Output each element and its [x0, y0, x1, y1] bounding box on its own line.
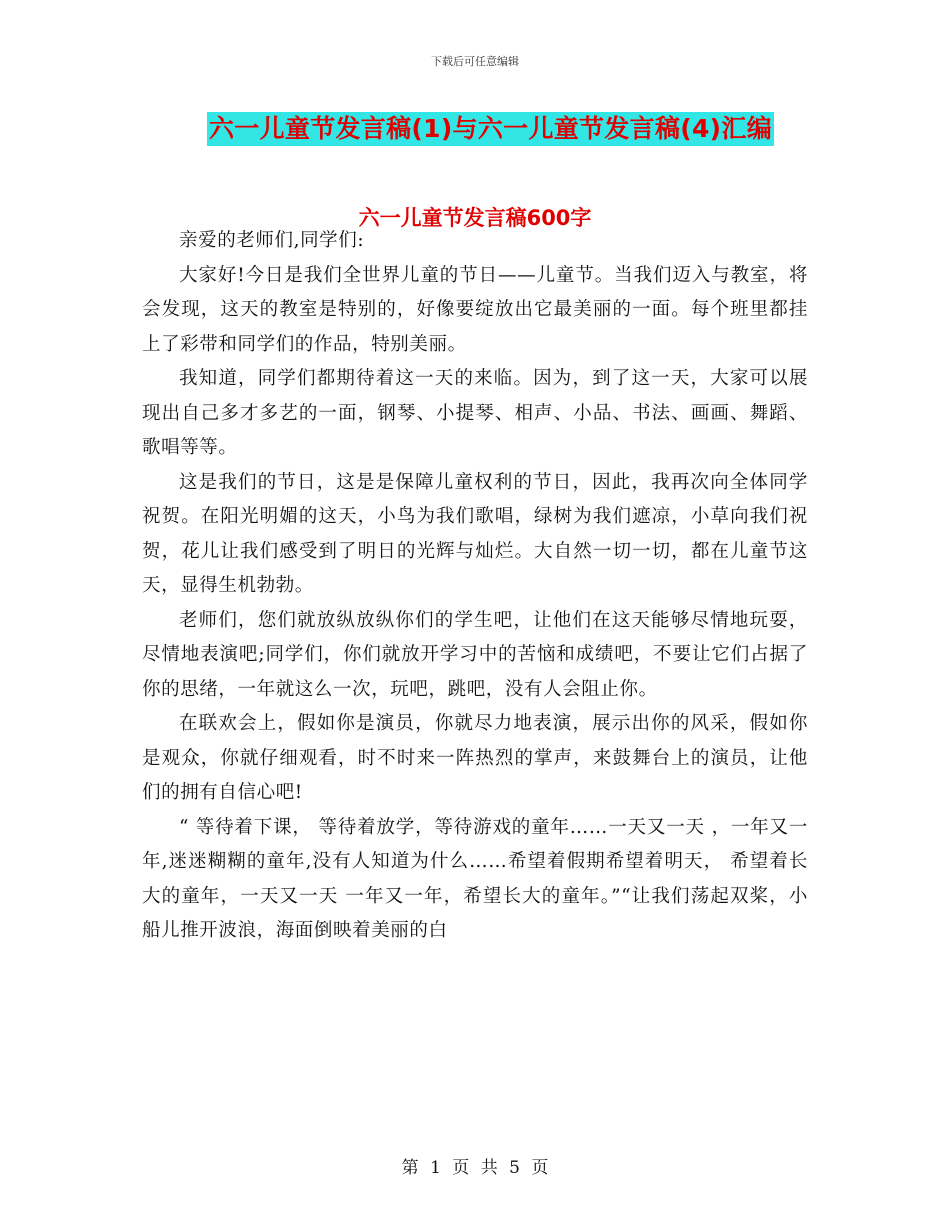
paragraph: 在联欢会上，假如你是演员，你就尽力地表演，展示出你的风采，假如你是观众，你就仔细观看，时不时来一阵热烈的掌声，来鼓舞台上的演员，让他们的拥有自信心吧!: [142, 713, 808, 803]
document-title: 六一儿童节发言稿(1)与六一儿童节发言稿(4)汇编: [207, 112, 774, 146]
paragraph: 亲爱的老师们,同学们:: [179, 230, 365, 251]
paragraph: 大家好!今日是我们全世界儿童的节日——儿童节。当我们迈入与教室，将会发现，这天的教室是特别的，好像要绽放出它最美丽的一面。每个班里都挂上了彩带和同学们的作品，特别美丽。: [142, 264, 808, 355]
paragraph: 我知道，同学们都期待着这一天的来临。因为，到了这一天，大家可以展现出自己多才多艺的一面，钢琴、小提琴、相声、小品、书法、画画、舞蹈、歌唱等等。: [142, 368, 808, 458]
paragraph: 这是我们的节日，这是是保障儿童权利的节日，因此，我再次向全体同学祝贺。在阳光明媚的这天，小鸟为我们歌唱，绿树为我们遮凉，小草向我们祝贺，花儿让我们感受到了明日的光辉与灿烂。大自然一切一切，都在儿童节这天，显得生机勃勃。: [142, 471, 808, 596]
document-body: [142, 224, 808, 949]
page-header-note: 下载后可任意编辑: [431, 55, 519, 68]
page-number: 第 1 页 共 5 页: [401, 1158, 549, 1178]
paragraph: “ 等待着下课， 等待着放学，等待游戏的童年……一天又一天 ，一年又一年,迷迷糊糊的童年,没有人知道为什么……希望着假期希望着明天， 希望着长大的童年，一天又一天 一年又一年，希望长大的童年。”“让我们荡起双桨，小船儿推开波浪，海面倒映着美丽的白: [142, 816, 808, 941]
document-subtitle: 六一儿童节发言稿600字: [358, 206, 592, 230]
paragraph: 老师们，您们就放纵放纵你们的学生吧，让他们在这天能够尽情地玩耍，尽情地表演吧;同学们，你们就放开学习中的苦恼和成绩吧，不要让它们占据了你的思绪，一年就这么一次，玩吧，跳吧，没有人会阻止你。: [142, 609, 808, 700]
